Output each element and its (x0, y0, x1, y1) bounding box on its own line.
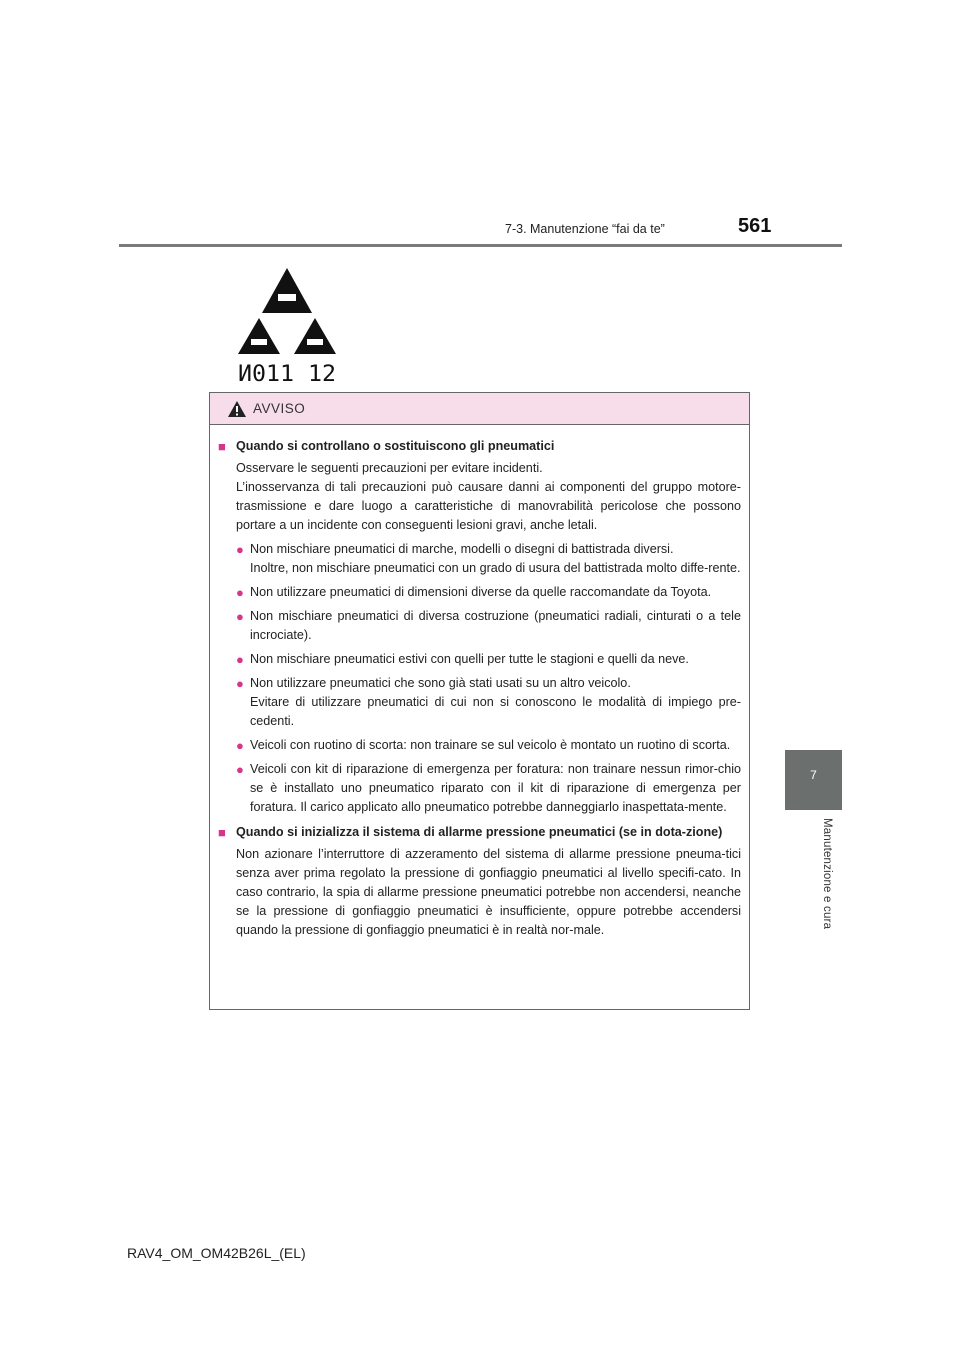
warning-bullet-item (236, 674, 741, 731)
round-bullet-icon: ● (236, 676, 244, 691)
bullet-line: Non utilizzare pneumatici di dimensioni diverse da quelle raccomandate da Toyota. (250, 585, 712, 599)
intro-line: L’inosservanza di tali precauzioni può causare danni ai componenti del gruppo motore-trasmissione e dare luogo a caratteristiche di manovrabilità pericolose che possono portare a un incidente con conseguenti lesioni gravi, anche letali. (236, 480, 741, 532)
tire-mark-image (232, 266, 342, 386)
section-intro (236, 845, 741, 940)
warning-bullet-item (236, 650, 741, 669)
intro-line: Osservare le seguenti precauzioni per evitare incidenti. (236, 461, 543, 475)
round-bullet-icon: ● (236, 762, 244, 777)
bullet-line: Non mischiare pneumatici di marche, modelli o disegni di battistrada diversi. (250, 542, 674, 556)
triangle-top (262, 268, 312, 313)
square-bullet-icon: ■ (218, 439, 226, 454)
warning-title: AVVISO (253, 401, 306, 416)
section-heading-text: Quando si controllano o sostituiscono gli pneumatici (236, 439, 555, 453)
warning-triangle-icon (227, 400, 247, 418)
bullet-line: Veicoli con kit di riparazione di emergenza per foratura: non trainare nessun rimor-chio se è installato uno pneumatico riparato con il kit di riparazione di emergenza per foratura. Il carico applicato allo pneumatico potrebbe danneggiarlo inaspettata-mente. (250, 762, 741, 814)
square-bullet-icon: ■ (218, 825, 226, 840)
bullet-line: Non mischiare pneumatici estivi con quelli per tutte le stagioni e quelli da neve. (250, 652, 689, 666)
bullet-line: Non mischiare pneumatici di diversa costruzione (pneumatici radiali, cinturati o a tele incrociate). (250, 609, 741, 642)
header-section-title: 7-3. Manutenzione “fai da te” (505, 222, 665, 236)
round-bullet-icon: ● (236, 609, 244, 624)
header-rule (119, 244, 842, 247)
bullet-line: Inoltre, non mischiare pneumatici con un grado di usura del battistrada molto diffe-rente. (250, 561, 741, 575)
warning-bullet-item (236, 583, 741, 602)
triangle-left (238, 318, 280, 354)
warning-box (209, 392, 750, 1010)
intro-line: Non azionare l’interruttore di azzeramento del sistema di allarme pressione pneuma-tici senza aver prima regolato la pressione di gonfiaggio pneumatici al livello specifi-cato. In caso contrario, la spia di allarme pressione pneumatici potrebbe non accendersi, neanche se la pressione di gonfiaggio pneumatici è insufficiente, oppure potrebbe accendersi quando la pressione di gonfiaggio pneumatici è in realtà nor-male. (236, 847, 741, 937)
warning-header (210, 393, 749, 425)
warning-section-heading (218, 437, 741, 456)
tire-mark-code: И011 12 (238, 362, 336, 386)
bullet-line: Non utilizzare pneumatici che sono già stati usati su un altro veicolo. (250, 676, 631, 690)
round-bullet-icon: ● (236, 738, 244, 753)
chapter-title-vertical: Manutenzione e cura (821, 818, 833, 930)
warning-bullet-item (236, 736, 741, 755)
triangle-right (294, 318, 336, 354)
chapter-tab (785, 750, 842, 810)
section-intro (236, 459, 741, 535)
warning-bullet-item (236, 607, 741, 645)
warning-section-heading (218, 823, 741, 842)
warning-bullet-item (236, 760, 741, 817)
warning-bullet-item (236, 540, 741, 578)
round-bullet-icon: ● (236, 542, 244, 557)
footer-document-code: RAV4_OM_OM42B26L_(EL) (127, 1245, 306, 1261)
bullet-line: Evitare di utilizzare pneumatici di cui non si conoscono le modalità di impiego pre-cedenti. (250, 695, 741, 728)
round-bullet-icon: ● (236, 585, 244, 600)
page-number: 561 (738, 215, 772, 237)
chapter-number: 7 (810, 768, 817, 782)
warning-body (210, 425, 749, 940)
section-heading-text: Quando si inizializza il sistema di allarme pressione pneumatici (se in dota-zione) (236, 825, 723, 839)
round-bullet-icon: ● (236, 652, 244, 667)
bullet-line: Veicoli con ruotino di scorta: non trainare se sul veicolo è montato un ruotino di scorta. (250, 738, 731, 752)
